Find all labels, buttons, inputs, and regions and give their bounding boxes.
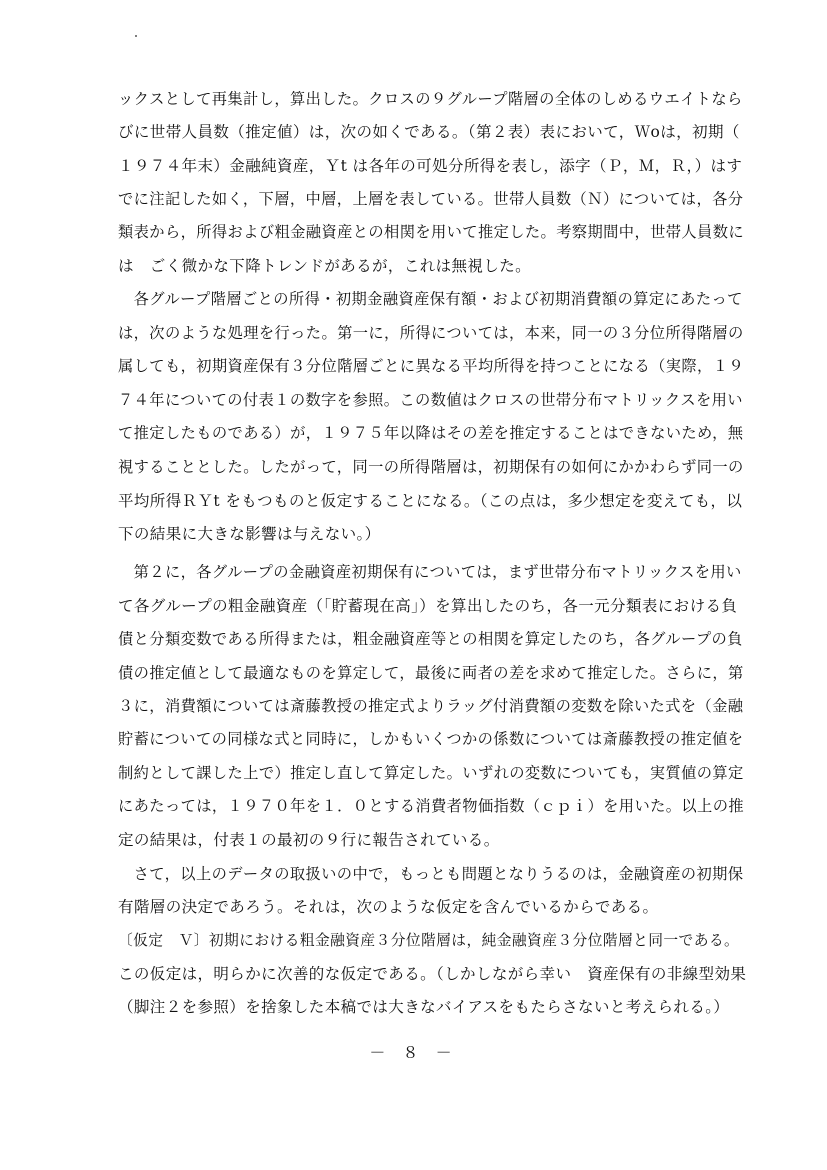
text-line: ックスとして再集計し，算出した。クロスの９グループ階層の全体のしめるウエイトなら xyxy=(118,90,743,108)
text-line: 各グループ階層ごとの所得・初期金融資産保有額・および初期消費額の算定にあたって xyxy=(118,290,743,308)
text-line: 視することとした。したがって，同一の所得階層は，初期保有の如何にかかわらず同一の xyxy=(118,458,744,476)
text-line: 貯蓄についての同様な式と同時に，しかもいくつかの係数については斎藤教授の推定値を xyxy=(118,730,744,748)
text-line: この仮定は，明らかに次善的な仮定である。（しかしながら幸い 資産保有の非線型効果 xyxy=(118,965,747,983)
text-line: 債と分類変数である所得または，粗金融資産等との相関を算定したのち，各グループの負 xyxy=(118,630,743,648)
text-line: 下の結果に大きな影響は与えない。） xyxy=(118,525,381,543)
text-line: て推定したものである）が，１９７５年以降はその差を推定することはできないため，無 xyxy=(118,424,744,442)
text-line: びに世帯人員数（推定値）は，次の如くである。（第２表）表において，Ｗoは，初期（ xyxy=(118,123,740,141)
text-line: 属しても，初期資産保有３分位階層ごとに異なる平均所得を持つことになる（実際，１９ xyxy=(118,357,744,375)
text-line: は，次のような処理を行った。第一に，所得については，本来，同一の３分位所得階層の xyxy=(118,324,744,342)
text-line: て各グループの粗金融資産（「貯蓄現在高」）を算出したのち，各一元分類表における負 xyxy=(118,597,738,615)
text-line: 平均所得ＲＹt をもつものと仮定することになる。（この点は，多少想定を変えても，以 xyxy=(118,492,743,510)
text-line: ７４年についての付表１の数字を参照。この数値はクロスの世帯分布マトリックスを用い xyxy=(118,391,743,409)
scan-speck xyxy=(135,35,137,37)
text-line: は ごく微かな下降トレンドがあるが，これは無視した。 xyxy=(118,257,532,275)
page-number: － ８ － xyxy=(369,1043,458,1062)
text-line: さて，以上のデータの取扱いの中で，もっとも問題となりうるのは，金融資産の初期保 xyxy=(118,865,744,883)
text-line: 定の結果は，付表１の最初の９行に報告されている。 xyxy=(118,831,500,849)
text-line: 第２に，各グループの金融資産初期保有については，まず世帯分布マトリックスを用い xyxy=(118,563,742,581)
text-line: 〔仮定 Ｖ〕初期における粗金融資産３分位階層は，純金融資産３分位階層と同一である。 xyxy=(118,932,740,949)
text-line: （脚注２を参照）を捨象した本稿では大きなバイアスをもたらさないと考えられる。） xyxy=(118,998,730,1016)
text-line: 制約として課した上で）推定し直して算定した。いずれの変数についても，実質値の算定 xyxy=(118,764,744,782)
text-line: １９７４年末）金融純資産，Ｙt は各年の可処分所得を表し，添字（Ｐ，Ｍ，Ｒ，）はす xyxy=(118,157,743,175)
text-line: でに注記した如く，下層，中層，上層を表している。世帯人員数（Ｎ）については，各分 xyxy=(118,190,744,208)
text-line: 債の推定値として最適なものを算定して，最後に両者の差を求めて推定した。さらに，第 xyxy=(118,664,744,682)
text-line: 有階層の決定であろう。それは，次のような仮定を含んでいるからである。 xyxy=(118,898,659,916)
text-line: 類表から，所得および粗金融資産との相関を用いて推定した。考察期間中，世帯人員数に xyxy=(118,223,744,241)
text-line: ３に，消費額については斎藤教授の推定式よりラッグ付消費額の変数を除いた式を（金融 xyxy=(118,697,744,715)
text-line: にあたっては，１９７０年を１．０とする消費者物価指数（ｃｐｉ）を用いた。以上の推 xyxy=(118,797,744,815)
